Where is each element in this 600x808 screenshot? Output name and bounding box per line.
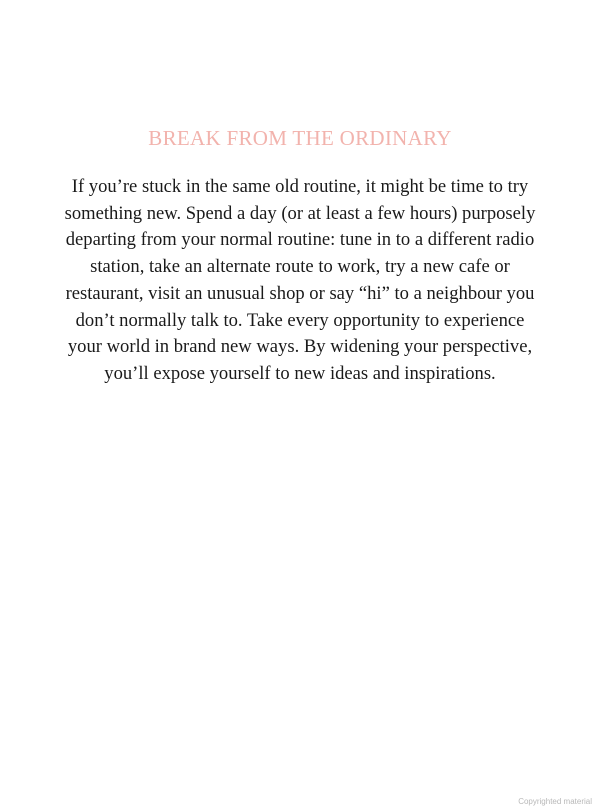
- body-paragraph: If you’re stuck in the same old routine, it might be time to try something new. Spend a day (or at least a few hours) purposely departing from your normal routine: tune in to a different radio station, take an alternate route to work, try a new cafe or restaurant, visit an unusual shop or say “hi” to a neighbour you don’t normally talk to. Take every opportunity to experience your world in brand new ways. By widening your perspective, you’ll expose yourself to new ideas and inspirations.: [64, 176, 536, 384]
- section-heading: BREAK FROM THE ORDINARY: [148, 126, 452, 150]
- copyright-notice: Copyrighted material: [518, 797, 592, 806]
